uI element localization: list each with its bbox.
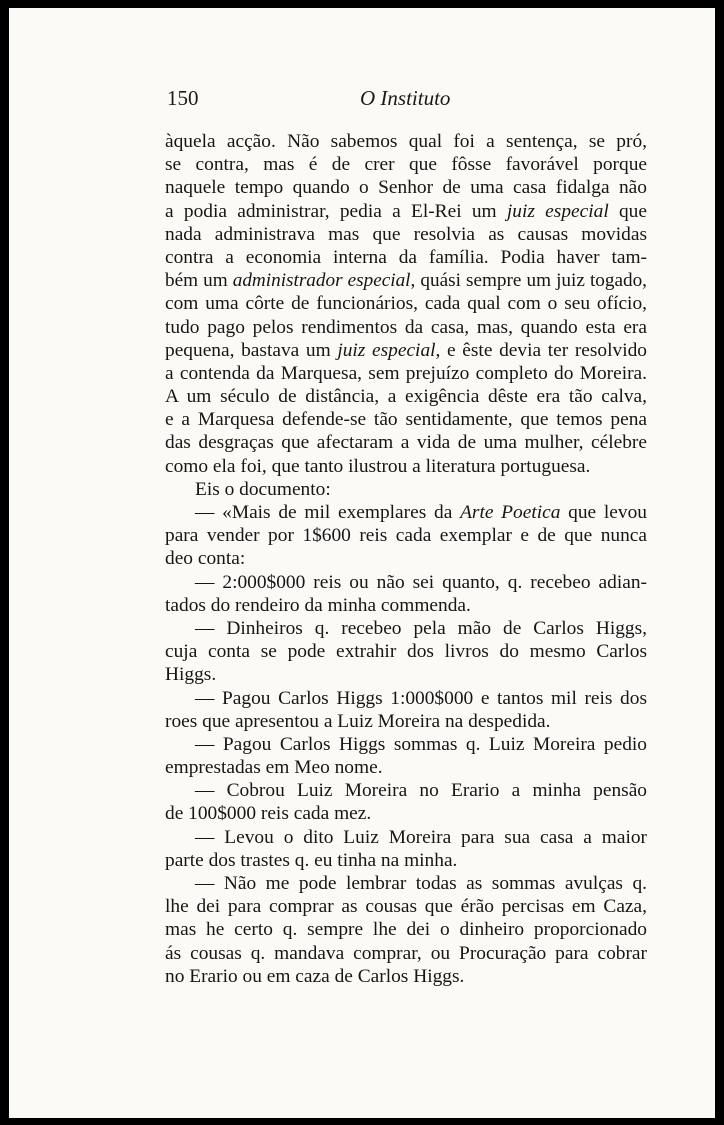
text-line xyxy=(165,478,647,501)
text-segment: , quási sempre um juiz togado, xyxy=(410,270,647,292)
italic-term: juiz especial xyxy=(506,200,609,222)
text-line xyxy=(165,176,647,199)
text-line xyxy=(165,455,647,478)
text-line xyxy=(165,965,647,988)
text-line xyxy=(165,269,647,292)
text-line xyxy=(165,663,647,686)
text-segment: parte dos trastes q. eu tinha na minha. xyxy=(165,849,458,871)
text-line xyxy=(165,895,647,918)
text-segment: naquele tempo quando o Senhor de uma casa fidalga não xyxy=(165,177,647,199)
text-line xyxy=(165,431,647,454)
text-segment: para vender por 1$600 reis cada exemplar e de que nunca xyxy=(165,525,647,547)
text-line xyxy=(165,316,647,339)
text-segment: lhe dei para comprar as cousas que érão percisas em Caza, xyxy=(165,896,647,918)
text-line xyxy=(165,501,647,524)
text-segment: nada administrava mas que resolvia as causas movidas xyxy=(165,223,647,245)
text-line xyxy=(165,826,647,849)
text-segment: mas he certo q. sempre lhe dei o dinheiro proporcionado xyxy=(165,919,647,941)
book-page xyxy=(9,8,715,1118)
running-title: O Instituto xyxy=(360,86,451,110)
text-segment: bém um xyxy=(165,270,233,292)
text-segment: — Pagou Carlos Higgs 1:000$000 e tantos mil reis dos xyxy=(195,687,647,709)
text-line xyxy=(165,200,647,223)
italic-term: juiz especial xyxy=(337,339,436,361)
text-segment: se contra, mas é de crer que fôsse favorável porque xyxy=(165,154,647,176)
text-segment: Higgs. xyxy=(165,664,217,686)
text-segment: Eis o documento: xyxy=(195,478,331,500)
text-segment: a contenda da Marquesa, sem prejuízo completo do Moreira. xyxy=(165,362,647,384)
text-segment: — Dinheiros q. recebeo pela mão de Carlos Higgs, xyxy=(195,617,647,639)
text-line xyxy=(165,849,647,872)
text-line xyxy=(165,408,647,431)
text-segment: — Levou o dito Luiz Moreira para sua casa a maior xyxy=(195,826,647,848)
text-segment: tudo pago pelos rendimentos da casa, mas, quando esta era xyxy=(165,316,647,338)
text-line xyxy=(165,779,647,802)
italic-term: Arte Poetica xyxy=(460,502,561,523)
text-segment: das desgraças que afectaram a vida de uma mulher, célebre xyxy=(165,432,647,454)
body-text xyxy=(165,130,647,988)
text-line xyxy=(165,385,647,408)
text-segment: que levou xyxy=(560,502,647,523)
text-line xyxy=(165,153,647,176)
text-segment: a podia administrar, pedia a El-Rei um xyxy=(165,200,507,222)
page-number: 150 xyxy=(167,86,199,110)
text-segment: àquela acção. Não sabemos qual foi a sentença, se pró, xyxy=(165,131,647,152)
text-line xyxy=(165,362,647,385)
text-line xyxy=(165,223,647,246)
text-segment: , e êste devia ter resolvido xyxy=(435,339,647,361)
text-line xyxy=(165,617,647,640)
text-line xyxy=(165,918,647,941)
text-line xyxy=(165,640,647,663)
text-line xyxy=(165,594,647,617)
text-line xyxy=(165,756,647,779)
text-segment: — «Mais de mil exemplares da xyxy=(195,502,461,523)
text-segment: no Erario ou em caza de Carlos Higgs. xyxy=(165,965,465,987)
text-segment: — Não me pode lembrar todas as sommas avulças q. xyxy=(195,873,647,894)
text-line xyxy=(165,802,647,825)
text-line xyxy=(165,524,647,547)
text-segment: de 100$000 reis cada mez. xyxy=(165,803,372,825)
text-line xyxy=(165,339,647,362)
text-line xyxy=(165,130,647,153)
italic-term: administrador especial xyxy=(232,270,411,292)
text-segment: contra a economia interna da família. Podia haver tam- xyxy=(165,246,647,268)
text-segment: pequena, bastava um xyxy=(165,339,338,361)
text-line xyxy=(165,733,647,756)
text-segment: — Pagou Carlos Higgs sommas q. Luiz Moreira pedio xyxy=(195,733,647,755)
text-segment: A um século de distância, a exigência dêste era tão calva, xyxy=(165,386,647,408)
text-segment: deo conta: xyxy=(165,548,246,570)
text-line xyxy=(165,246,647,269)
text-line xyxy=(165,710,647,733)
text-line xyxy=(165,687,647,710)
text-line xyxy=(165,872,647,895)
text-segment: que xyxy=(608,200,647,222)
text-segment: e a Marquesa defende-se tão sentidamente, que temos pena xyxy=(165,409,647,431)
text-segment: roes que apresentou a Luiz Moreira na despedida. xyxy=(165,710,551,732)
text-segment: — 2:000$000 reis ou não sei quanto, q. recebeo adian- xyxy=(195,571,647,593)
text-line xyxy=(165,571,647,594)
page-header xyxy=(167,86,647,116)
text-line xyxy=(165,292,647,315)
text-segment: ás cousas q. mandava comprar, ou Procuração para cobrar xyxy=(165,942,647,964)
text-segment: como ela foi, que tanto ilustrou a literatura portuguesa. xyxy=(165,455,591,477)
text-line xyxy=(165,942,647,965)
text-segment: emprestadas em Meo nome. xyxy=(165,757,383,779)
text-line xyxy=(165,547,647,570)
text-segment: com uma côrte de funcionários, cada qual com o seu ofício, xyxy=(165,293,647,315)
text-segment: tados do rendeiro da minha commenda. xyxy=(165,594,471,616)
text-segment: cuja conta se pode extrahir dos livros do mesmo Carlos xyxy=(165,641,647,663)
text-segment: — Cobrou Luiz Moreira no Erario a minha pensão xyxy=(195,780,647,802)
